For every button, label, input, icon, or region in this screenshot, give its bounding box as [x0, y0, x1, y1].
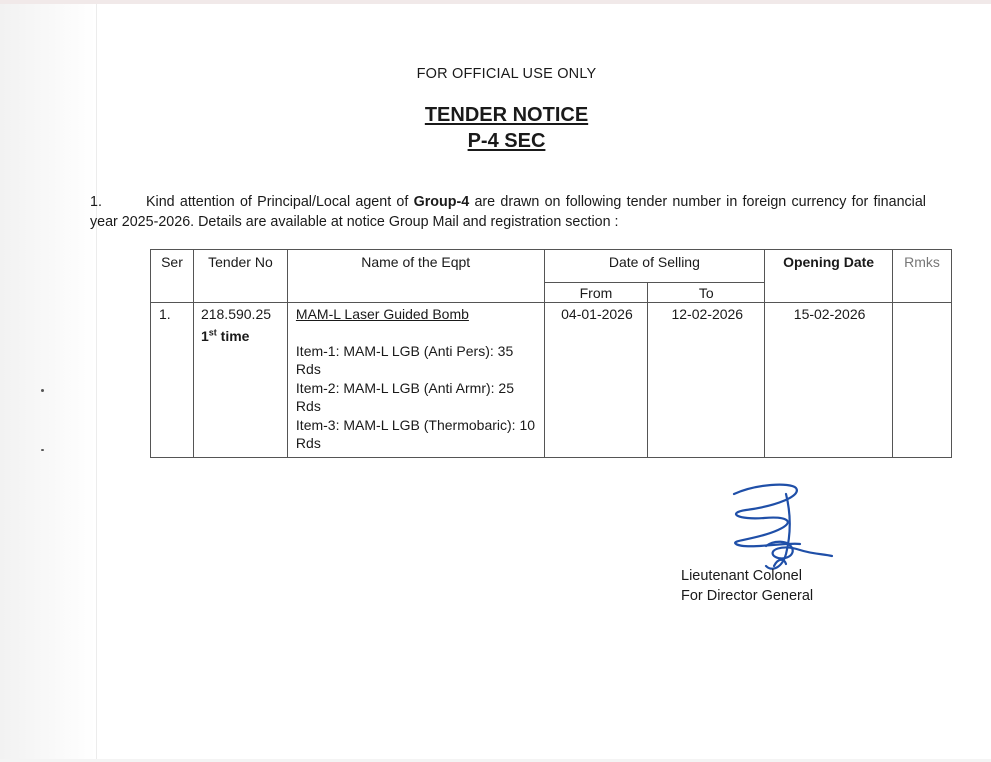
cell-ser: 1. [151, 303, 194, 458]
header-to: To [648, 283, 765, 303]
cell-eqpt-name [287, 303, 544, 458]
header-ser: Ser [151, 250, 194, 303]
tender-attempt: 1st time [200, 327, 250, 345]
paragraph-text-after: are drawn on following tender number in foreign currency for financial year 2025-2026. Details are available at notice Group Mail and registration section : [90, 194, 926, 230]
eqpt-item: Item-1: MAM-L LGB (Anti Pers): 35 Rds [295, 342, 514, 377]
paragraph-text-before: Kind attention of Principal/Local agent of [146, 194, 414, 210]
document-title: TENDER NOTICE [424, 104, 589, 126]
header-eqpt-name: Name of the Eqpt [287, 250, 544, 303]
cell-date-to: 12-02-2026 [648, 303, 765, 458]
header-date-of-selling: Date of Selling [544, 250, 765, 283]
eqpt-item: Item-3: MAM-L LGB (Thermobaric): 10 Rds [295, 416, 536, 451]
header-tender-no: Tender No [193, 250, 287, 303]
signature-image [716, 480, 840, 580]
tender-table [150, 249, 952, 458]
signatory-designation: For Director General [681, 588, 814, 604]
cell-opening-date: 15-02-2026 [765, 303, 893, 458]
cell-rmks [893, 303, 952, 458]
tender-number: 218.590.25 [200, 306, 272, 322]
table-row [151, 303, 952, 458]
header-rmks: Rmks [893, 250, 952, 303]
signatory-rank: Lieutenant Colonel [681, 568, 802, 584]
header-opening-date: Opening Date [765, 250, 893, 303]
scan-speck [41, 449, 44, 451]
cell-tender-no [193, 303, 287, 458]
scan-speck [41, 389, 44, 392]
document-subtitle: P-4 SEC [467, 130, 546, 152]
ordinal-suffix: st [208, 327, 217, 338]
cell-date-from: 04-01-2026 [544, 303, 648, 458]
notice-paragraph [90, 192, 926, 232]
table-header-row [151, 250, 952, 283]
signature-block [681, 566, 813, 606]
eqpt-name: MAM-L Laser Guided Bomb [295, 306, 469, 322]
paragraph-number: 1. [90, 194, 102, 210]
header-from: From [544, 283, 648, 303]
scan-top-edge [0, 0, 991, 4]
classification-label: FOR OFFICIAL USE ONLY [416, 66, 597, 82]
eqpt-item: Item-2: MAM-L LGB (Anti Armr): 25 Rds [295, 379, 515, 414]
paragraph-group: Group-4 [413, 194, 470, 210]
